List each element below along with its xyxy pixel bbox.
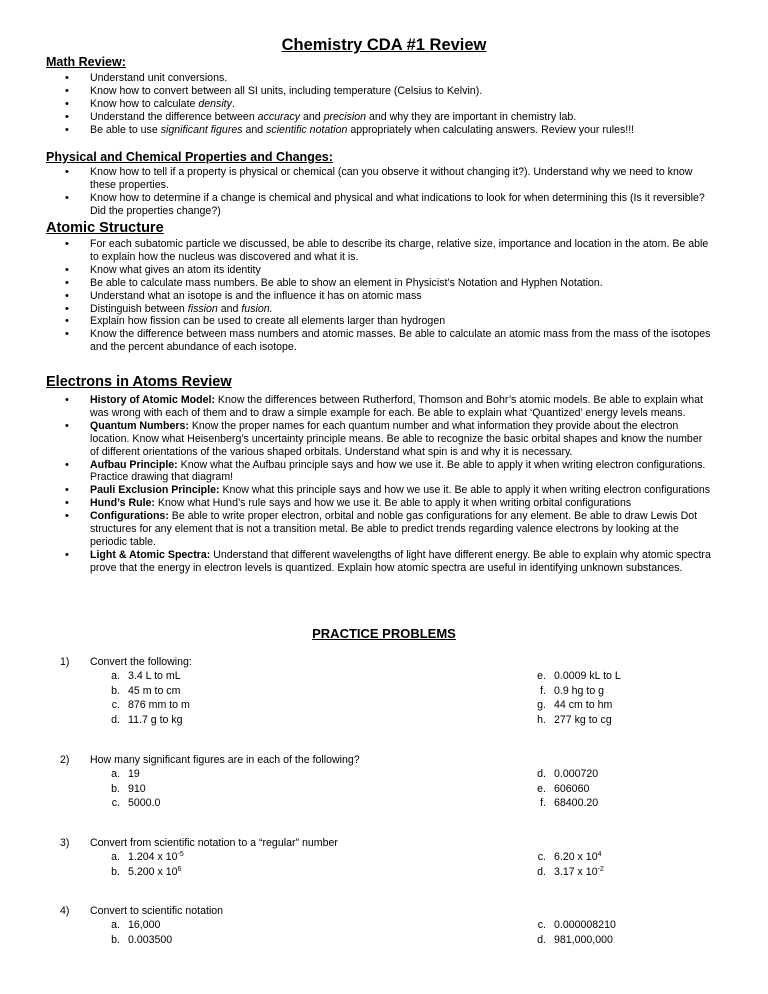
problem-prompt: How many significant figures are in each of the following?	[90, 754, 360, 766]
list-item: • Understand the difference between accuracy and precision and why they are important in chemistry lab.	[0, 111, 690, 124]
list-item: • Pauli Exclusion Principle: Know what this principle says and how we use it. Be able to apply it when writing electron configurations	[0, 484, 768, 497]
problem-option: d. 0.000720	[537, 768, 599, 781]
practice-problems-title: PRACTICE PROBLEMS	[312, 626, 456, 641]
problem-option: a. 19	[111, 768, 140, 781]
list-item: • Know how to convert between all SI units, including temperature (Celsius to Kelvin).	[0, 85, 690, 98]
problem-option: f. 0.9 hg to g	[540, 684, 605, 697]
list-item: • Understand unit conversions.	[0, 72, 690, 85]
list-item: • Know how to determine if a change is chemical and physical and what indications to look for when determining this (Is it reversible? Did the properties change?)	[0, 192, 768, 218]
heading-physical-chemical: Physical and Chemical Properties and Changes:	[46, 150, 333, 164]
problem-number: 4)	[60, 905, 70, 917]
problem-option: b. 0.003500	[111, 933, 173, 946]
problem-prompt: Convert from scientific notation to a “regular” number	[90, 837, 338, 849]
problem-option: b. 5.200 x $10^6$	[111, 865, 182, 878]
problem-number: 3)	[60, 837, 70, 849]
list-item: • Distinguish between fission and fusion.	[0, 303, 768, 316]
problem-option: d. 981,000,000	[537, 933, 613, 946]
problem-option: b. 910	[111, 782, 146, 795]
list-item: • History of Atomic Model: Know the differences between Rutherford, Thomson and Bohr’s atomic models. Be able to explain what was wrong with each of them and to draw a simple example for each. Be able to explain what ‘Quantized’ energy levels means.	[0, 394, 768, 420]
list-item: • Aufbau Principle: Know what the Aufbau principle says and how we use it. Be able to apply it when writing electron configurations. Practice drawing that diagram!	[0, 459, 768, 485]
problem-option: b. 45 m to cm	[111, 684, 181, 697]
problem-option: d. 3.17 x $10^{-2}$	[537, 865, 604, 878]
list-electrons-in-atoms	[0, 394, 768, 575]
list-item: • Know how to calculate density.	[0, 98, 690, 111]
heading-atomic-structure: Atomic Structure	[46, 220, 164, 236]
problem-prompt: Convert to scientific notation	[90, 905, 224, 917]
list-physical-chemical	[0, 166, 768, 218]
list-item: • Hund’s Rule: Know what Hund’s rule says and how we use it. Be able to apply it when writing orbital configurations	[0, 497, 768, 510]
problem-option: a. 3.4 L to mL	[111, 670, 181, 683]
page-title: Chemistry CDA #1 Review	[281, 36, 487, 54]
problem-option: d. 11.7 g to kg	[111, 713, 183, 726]
problem-prompt: Convert the following:	[90, 656, 192, 668]
list-math-review	[0, 72, 690, 137]
list-item: • Know the difference between mass numbers and atomic masses. Be able to calculate an atomic mass from the mass of the isotopes and the percent abundance of each isotope.	[0, 328, 768, 354]
problem-number: 1)	[60, 656, 70, 668]
problem-option: e. 606060	[537, 782, 590, 795]
list-item: • Quantum Numbers: Know the proper names for each quantum number and what information they provide about the electron location. Know what Heisenberg’s uncertainty principle means. Be able to recognize the basic orbital shapes and know the number of different orientations of the various shaped orbitals. Understand what spin is and why it is necessary.	[0, 420, 768, 459]
list-item: • Be able to calculate mass numbers. Be able to show an element in Physicist’s Notation and Hyphen Notation.	[0, 277, 768, 290]
problem-option: a. 16,000	[111, 919, 161, 932]
heading-electrons-in-atoms: Electrons in Atoms Review	[46, 374, 232, 390]
problem-option: h. 277 kg to cg	[537, 713, 612, 726]
list-item: • Be able to use significant figures and scientific notation appropriately when calculating answers. Review your rules!!!	[0, 124, 690, 137]
heading-math-review: Math Review:	[46, 55, 126, 69]
list-item: • Know how to tell if a property is physical or chemical (can you observe it without changing it?). Understand why we need to know these properties.	[0, 166, 768, 192]
problem-number: 2)	[60, 754, 70, 766]
list-item: • For each subatomic particle we discussed, be able to describe its charge, relative size, importance and location in the atom. Be able to explain how the nucleus was discovered and what it is.	[0, 238, 768, 264]
list-item: • Light & Atomic Spectra: Understand that different wavelengths of light have different energy. Be able to explain why atomic spectra prove that the energy in electron levels is quantized. Explain how atomic spectra are useful in identifying unknown substances.	[0, 549, 768, 575]
list-item: • Understand what an isotope is and the influence it has on atomic mass	[0, 290, 768, 303]
list-item: • Configurations: Be able to write proper electron, orbital and noble gas configurations for any element. Be able to draw Lewis Dot structures for any element that is not a transition metal. Be able to predict trends regarding valence electrons by looking at the periodic table.	[0, 510, 768, 549]
problem-option: c. 6.20 x $10^4$	[537, 851, 602, 864]
list-item: • Explain how fission can be used to create all elements larger than hydrogen	[0, 315, 768, 328]
problem-option: c. 876 mm to m	[111, 699, 190, 712]
problem-option: c. 5000.0	[111, 797, 161, 810]
problem-option: e. 0.0009 kL to L	[537, 670, 621, 683]
list-atomic-structure	[0, 238, 768, 354]
list-item: • Know what gives an atom its identity	[0, 264, 768, 277]
problem-option: g. 44 cm to hm	[537, 699, 613, 712]
problem-option: f. 68400.20	[540, 797, 599, 810]
problem-option: a. 1.204 x $10^{-5}$	[111, 851, 184, 864]
problem-option: c. 0.000008210	[537, 919, 616, 932]
